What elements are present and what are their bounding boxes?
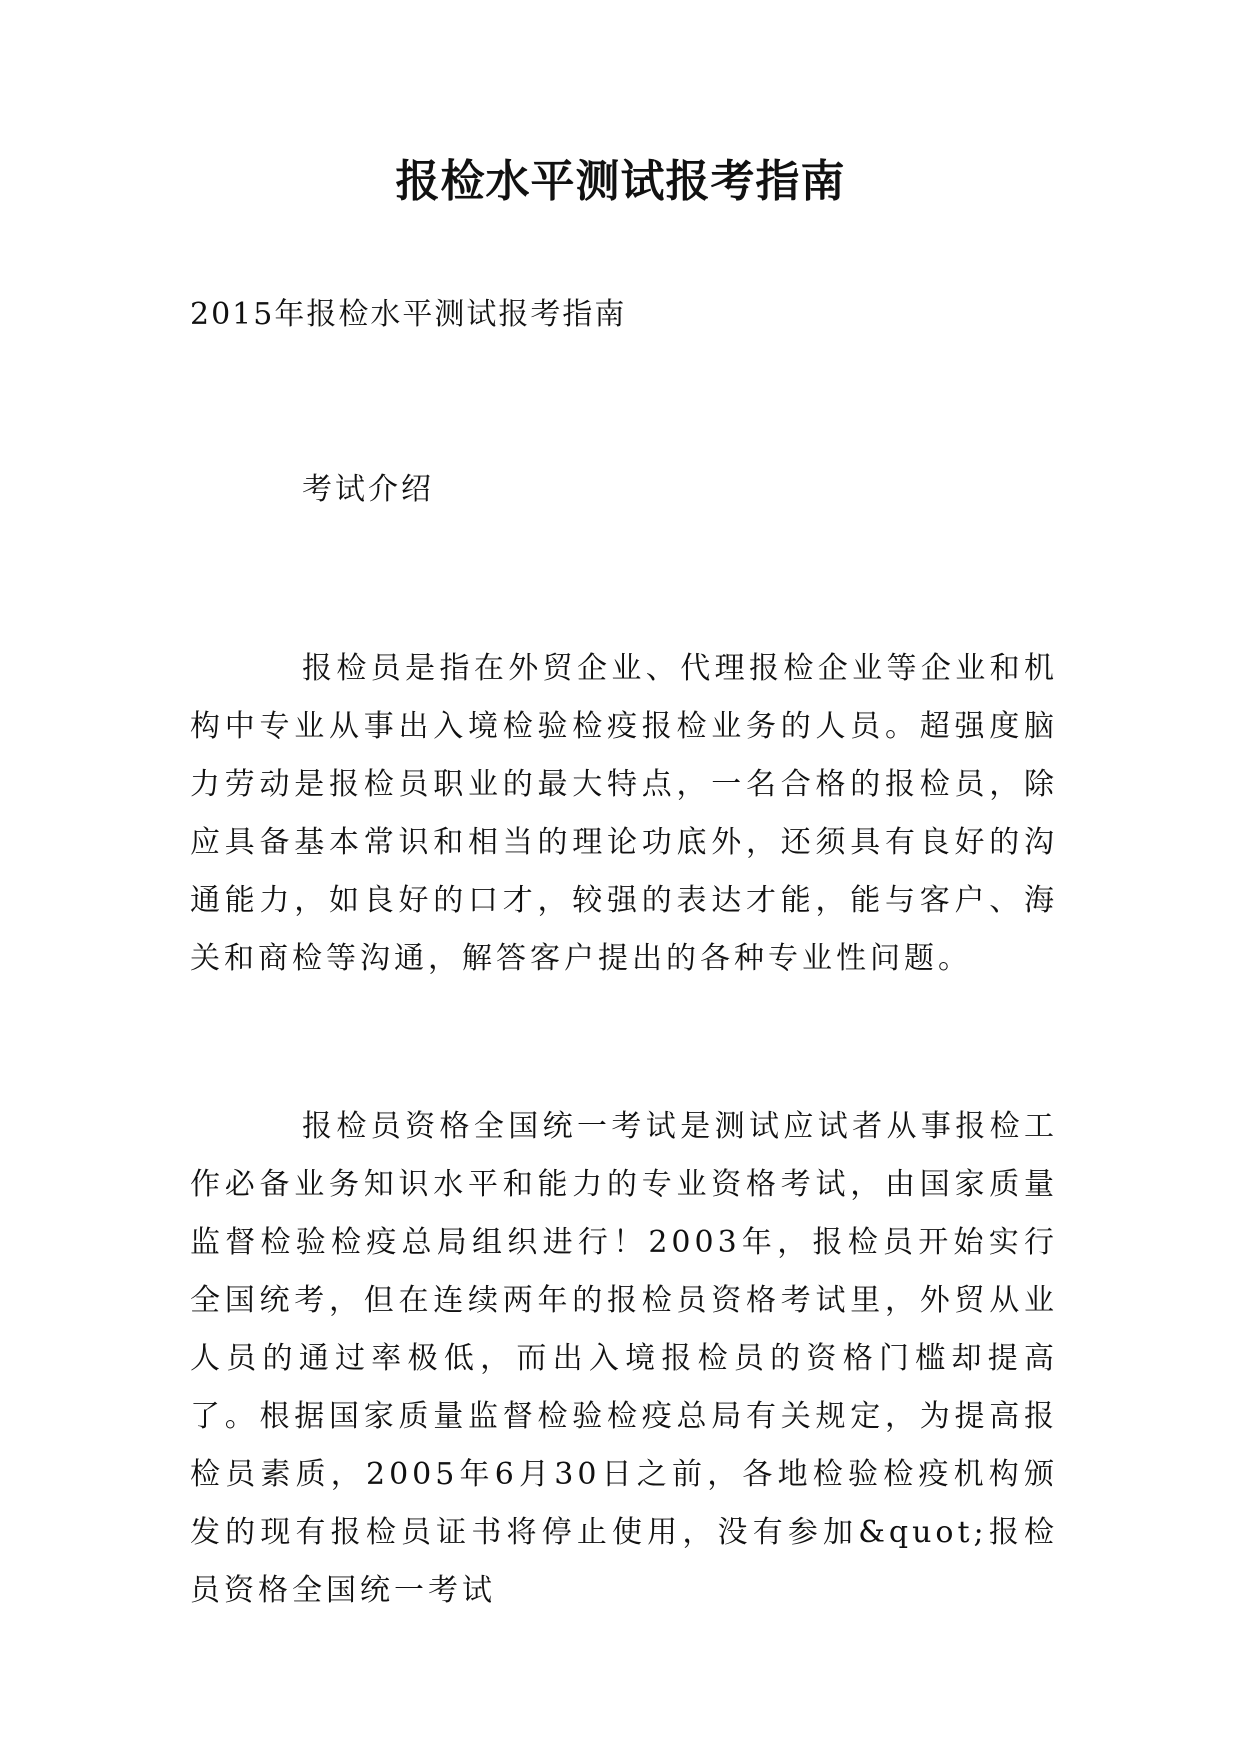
document-title: 报检水平测试报考指南	[395, 156, 846, 207]
paragraph: 报检员资格全国统一考试是测试应试者从事报检工作必备业务知识水平和能力的专业资格考试，由国家质量监督检验检疫总局组织进行！2003年，报检员开始实行全国统考，但在连续两年的报检员资格考试里，外贸从业人员的通过率极低，而出入境报检员的资格门槛却提高了。根据国家质量监督检验检疫总局有关规定，为提高报检员素质，2005年6月30日之前，各地检验检疫机构颁发的现有报检员证书将停止使用，没有参加&quot;报检员资格全国统一考试	[190, 1109, 1058, 1608]
section-heading: 考试介绍	[302, 472, 434, 507]
paragraph: 报检员是指在外贸企业、代理报检企业等企业和机构中专业从事出入境检验检疫报检业务的人员。超强度脑力劳动是报检员职业的最大特点，一名合格的报检员，除应具备基本常识和相当的理论功底外，还须具有良好的沟通能力，如良好的口才，较强的表达才能，能与客户、海关和商检等沟通，解答客户提出的各种专业性问题。	[190, 651, 1058, 976]
document-subtitle: 2015年报检水平测试报考指南	[190, 297, 627, 332]
